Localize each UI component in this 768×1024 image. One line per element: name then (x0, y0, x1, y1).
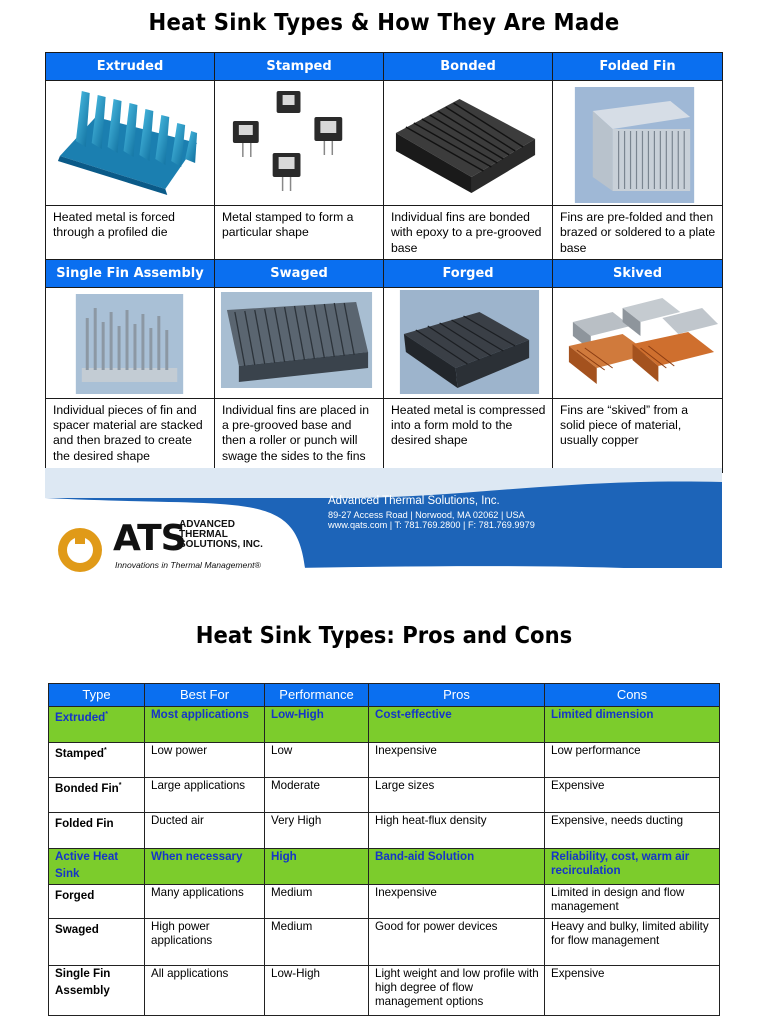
extruded-heatsink-photo (46, 81, 214, 205)
type-header-stamped: Stamped (215, 53, 384, 81)
type-desc-forged: Heated metal is compressed into a form mold to the desired shape (384, 398, 553, 472)
stamped-heatsink-photo (215, 81, 383, 205)
row-cons: Reliability, cost, warm air recirculation (545, 849, 720, 885)
bonded-image-cell (384, 81, 553, 206)
table-row (49, 849, 720, 885)
row-type: Active Heat Sink (49, 849, 145, 885)
pros-cons-title: Heat Sink Types: Pros and Cons (195, 623, 573, 649)
row-best-for: Many applications (145, 885, 265, 919)
col-header-cons: Cons (545, 684, 720, 707)
row-cons: Low performance (545, 743, 720, 778)
row-performance: Low-High (265, 966, 369, 1016)
skived-image-cell (553, 287, 723, 398)
company-address: 89-27 Access Road | Norwood, MA 02062 | USA (328, 510, 525, 520)
row-pros: Band-aid Solution (369, 849, 545, 885)
type-desc-skived: Fins are “skived” from a solid piece of material, usually copper (553, 398, 723, 472)
row-best-for: Ducted air (145, 813, 265, 849)
row-pros: High heat-flux density (369, 813, 545, 849)
folded-fin-heatsink-photo (553, 81, 722, 205)
swaged-image-cell (215, 287, 384, 398)
row-performance: Medium (265, 919, 369, 966)
row-pros: Light weight and low profile with high degree of flow management options (369, 966, 545, 1016)
row-pros: Inexpensive (369, 743, 545, 778)
table-row (49, 813, 720, 849)
single-fin-image-cell (46, 287, 215, 398)
row-type: Single Fin Assembly (49, 966, 145, 1016)
col-header-type: Type (49, 684, 145, 707)
table-row (49, 707, 720, 743)
table-row (49, 778, 720, 813)
single-fin-heatsink-photo (46, 288, 214, 398)
row-best-for: Large applications (145, 778, 265, 813)
row-performance: Moderate (265, 778, 369, 813)
type-desc-bonded: Individual fins are bonded with epoxy to a pre-grooved base (384, 206, 553, 260)
row-cons: Expensive, needs ducting (545, 813, 720, 849)
type-header-bonded: Bonded (384, 53, 553, 81)
row-cons: Heavy and bulky, limited ability for flow management (545, 919, 720, 966)
row-performance: High (265, 849, 369, 885)
type-header-swaged: Swaged (215, 259, 384, 287)
row-best-for: High power applications (145, 919, 265, 966)
table-row (49, 966, 720, 1016)
row-best-for: Low power (145, 743, 265, 778)
pros-cons-table (48, 683, 720, 1016)
extruded-image-cell (46, 81, 215, 206)
row-performance: Low-High (265, 707, 369, 743)
col-header-pros: Pros (369, 684, 545, 707)
type-header-folded-fin: Folded Fin (553, 53, 723, 81)
page-title: Heat Sink Types & How They Are Made (148, 10, 620, 36)
col-header-performance: Performance (265, 684, 369, 707)
ats-banner (45, 468, 722, 586)
row-best-for: Most applications (145, 707, 265, 743)
ats-logo-subtext: ADVANCED THERMAL SOLUTIONS, INC. (179, 519, 263, 550)
row-type: Folded Fin (49, 813, 145, 849)
table-row (49, 919, 720, 966)
row-best-for: All applications (145, 966, 265, 1016)
table-row (49, 743, 720, 778)
type-desc-swaged: Individual fins are placed in a pre-grooved base and then a roller or punch will swage the sides to the fins (215, 398, 384, 472)
ats-logo: ATS (113, 518, 186, 559)
row-pros: Inexpensive (369, 885, 545, 919)
company-name: Advanced Thermal Solutions, Inc. (328, 495, 500, 507)
row-best-for: When necessary (145, 849, 265, 885)
heat-sink-types-grid (45, 52, 723, 473)
type-header-forged: Forged (384, 259, 553, 287)
row-performance: Medium (265, 885, 369, 919)
row-pros: Good for power devices (369, 919, 545, 966)
row-pros: Large sizes (369, 778, 545, 813)
bonded-heatsink-photo (384, 81, 552, 205)
table-row (49, 885, 720, 919)
stamped-image-cell (215, 81, 384, 206)
row-type: Bonded Fin* (49, 778, 145, 813)
row-performance: Low (265, 743, 369, 778)
row-cons: Expensive (545, 778, 720, 813)
row-type: Stamped* (49, 743, 145, 778)
col-header-best-for: Best For (145, 684, 265, 707)
ats-tagline: Innovations in Thermal Management® (115, 560, 261, 570)
row-type: Swaged (49, 919, 145, 966)
type-header-extruded: Extruded (46, 53, 215, 81)
type-desc-folded-fin: Fins are pre-folded and then brazed or soldered to a plate base (553, 206, 723, 260)
skived-heatsink-photo (553, 288, 722, 398)
pros-cons-header-row (49, 684, 720, 707)
row-cons: Expensive (545, 966, 720, 1016)
folded-fin-image-cell (553, 81, 723, 206)
row-pros: Cost-effective (369, 707, 545, 743)
forged-heatsink-photo (384, 288, 552, 398)
row-cons: Limited dimension (545, 707, 720, 743)
type-header-skived: Skived (553, 259, 723, 287)
row-type: Extruded* (49, 707, 145, 743)
type-header-single-fin: Single Fin Assembly (46, 259, 215, 287)
type-desc-single-fin: Individual pieces of fin and spacer material are stacked and then brazed to create the desired shape (46, 398, 215, 472)
row-performance: Very High (265, 813, 369, 849)
type-desc-stamped: Metal stamped to form a particular shape (215, 206, 384, 260)
swaged-heatsink-photo (215, 288, 383, 398)
company-contact: www.qats.com | T: 781.769.2800 | F: 781.769.9979 (328, 520, 535, 530)
row-cons: Limited in design and flow management (545, 885, 720, 919)
type-desc-extruded: Heated metal is forced through a profiled die (46, 206, 215, 260)
row-type: Forged (49, 885, 145, 919)
forged-image-cell (384, 287, 553, 398)
